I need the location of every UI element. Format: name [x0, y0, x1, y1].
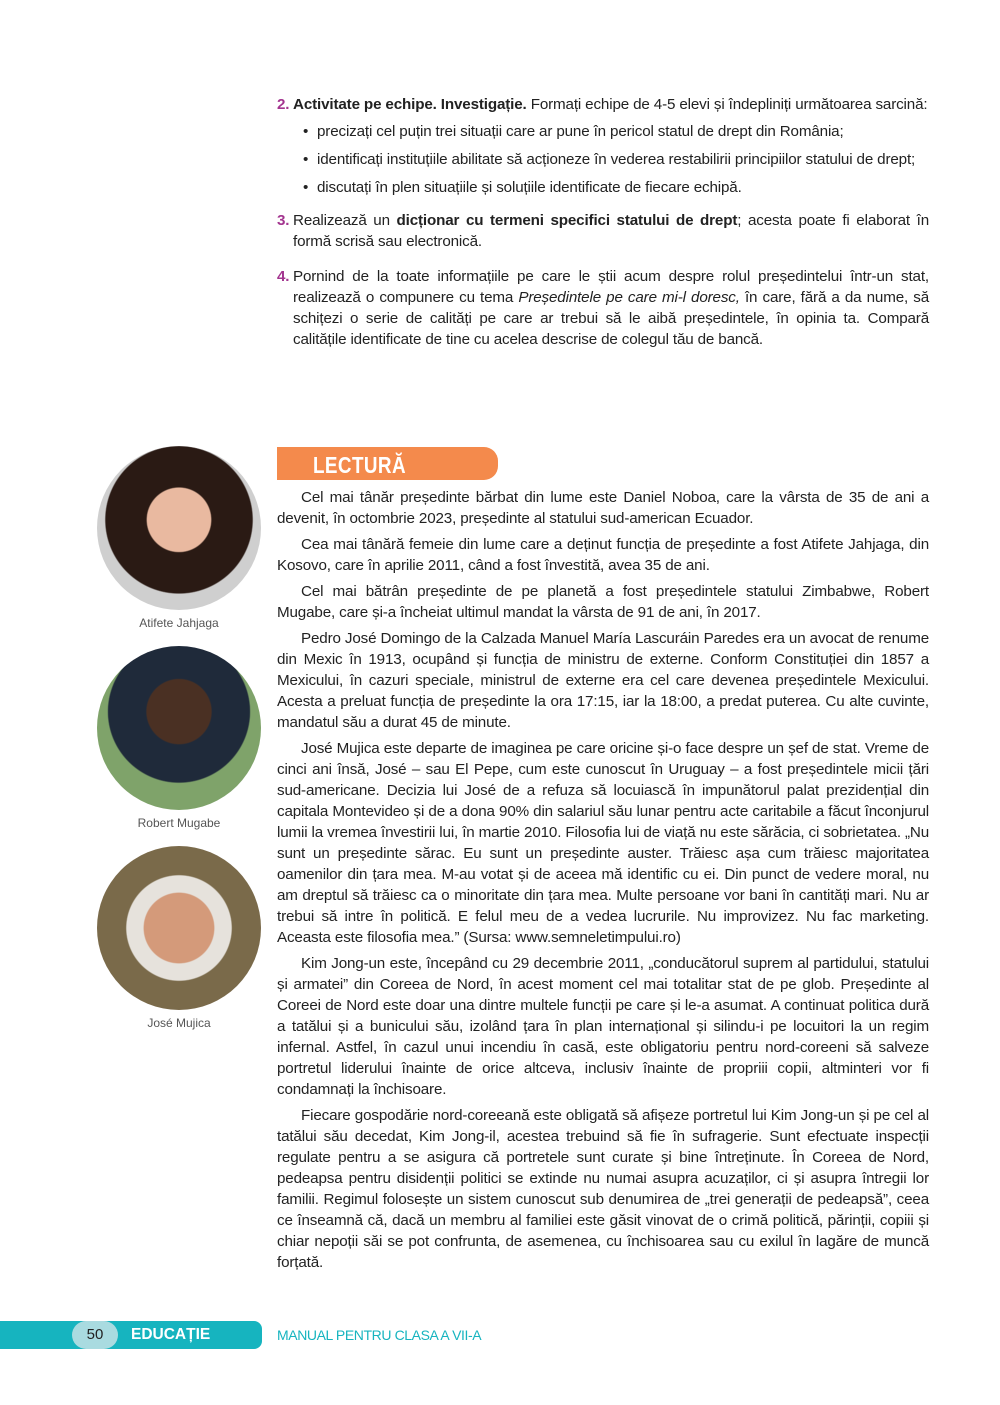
task-number: 3.	[277, 212, 290, 229]
footer-bar	[0, 1321, 262, 1371]
photo-jose-mujica	[97, 846, 261, 1010]
reading-banner	[277, 447, 498, 480]
task-text: Formați echipe de 4-5 elevi și îndepliniți următoarea sarcină:	[526, 96, 928, 113]
task-4	[277, 266, 929, 350]
photo-caption: Robert Mugabe	[137, 816, 221, 830]
reading-paragraph: Cel mai tânăr președinte bărbat din lume este Daniel Noboa, care la vârsta de 35 de ani a devenit, în octombrie 2023, președinte al statului sud-american Ecuador.	[277, 489, 929, 527]
reading-paragraph: José Mujica este departe de imaginea pe care oricine și-o face despre un șef de stat. Vreme de cinci ani însă, José – sau El Pepe, cum este cunoscut în Uruguay – a fost președintele micii țări sud-americane. Decizia lui José de a refuza să locuiască în impunătorul palat prezidențial din capitala Montevideo și de a dona 90% din salariul său lunar pentru acte caritabile a făcut înconjurul lumii la vremea învestirii lui, în martie 2010. Filosofia lui de viață nu este sărăcia, ci sobrietatea. „Nu sunt un președinte sărac. Eu sunt un președinte auster. Trăiesc așa cum trăiesc majoritatea oamenilor din țara mea. M-au votat și de aceea mă identific cu ei. Din punct de vedere moral, nu am dreptul să trăiesc ca o minoritate din țara mea. Multe persoane vor bani în cantități mari. Nu ar trebui să intre în politică. E felul meu de a vedea lucrurile. Nu improvizez. Nu fac marketing. Aceasta este filosofia mea.” (Sursa: www.semneletimpului.ro)	[277, 740, 929, 946]
task-number: 4.	[277, 268, 290, 285]
reading-title: LECTURĂ	[313, 452, 406, 478]
reading-paragraph: Cea mai tânără femeie din lume care a deținut funcția de președinte a fost Atifete Jahjaga, din Kosovo, care în aprilie 2011, când a fost învestită, avea 35 de ani.	[277, 536, 929, 574]
reading-paragraph: Pedro José Domingo de la Calzada Manuel María Lascuráin Paredes era un avocat de renume din Mexic în 1913, ocupând și funcția de ministru de externe. Conform Constituției din 1857 a Mexicului, în cazuri speciale, ministrul de externe era cel care devenea președintele Mexicului. Acesta a preluat funcția de președinte la ora 17:15, iar la 18:00, a predat puterea. Cu alte cuvinte, mandatul său a durat 45 de minute.	[277, 630, 929, 731]
bullet-item: • discutați în plen situațiile și soluțiile identificate de fiecare echipă.	[317, 177, 929, 198]
manual-title: MANUAL PENTRU CLASA A VII-A	[277, 1327, 482, 1343]
tasks-section	[277, 94, 929, 350]
photo-atifete-jahjaga	[97, 446, 261, 610]
subject-title: EDUCAȚIE SOCIALĂ	[131, 1326, 211, 1371]
photo-caption: Atifete Jahjaga	[139, 616, 219, 630]
task-text: ; acesta poate fi elaborat în formă scrisă sau electronică.	[293, 212, 929, 250]
photo-caption: José Mujica	[147, 1016, 211, 1030]
reading-text	[277, 487, 929, 1278]
bullet-item: • identificați instituțiile abilitate să acționeze în vederea restabilirii principiilor statului de drept;	[317, 149, 929, 170]
reading-paragraph: Kim Jong-un este, începând cu 29 decembrie 2011, „conducătorul suprem al partidului, statului și armatei” din Coreea de Nord, în acest moment cel mai totalitar stat de pe glob. Președinte al Coreei de Nord este doar una dintre multele funcții pe care și le-a asumat. A continuat politica dură a tatălui și a bunicului său, izolând țara în plan internațional și silindu-i pe locuitori la un regim infernal. Astfel, în cazul unui incendiu în casă, este obligatoriu pentru nord-coreeni să salveze portretul liderului înainte de orice altceva, inclusiv înainte de propriii copii, altminteri vor fi condamnați la închisoare.	[277, 955, 929, 1098]
task-bold: dicționar cu termeni specifici statului de drept	[396, 212, 738, 229]
task-2	[277, 94, 929, 198]
task-text: în care, fără a da nume, să schițezi o serie de calități pe care ar trebui să le aibă președintele, în opinia ta. Compară calitățile identificate de tine cu acelea descrise de colegul tău de bancă.	[293, 289, 929, 348]
task-text: Realizează un	[293, 212, 397, 229]
task-number: 2.	[277, 96, 290, 113]
task-italic: Președintele pe care mi-l doresc,	[518, 289, 740, 306]
reading-paragraph: Cel mai bătrân președinte de pe planetă a fost președintele statului Zimbabwe, Robert Mugabe, care și-a încheiat ultimul mandat la vârsta de 91 de ani, în 2017.	[277, 583, 929, 621]
task-3	[277, 210, 929, 252]
bullet-item: • precizați cel puțin trei situații care ar pune în pericol statul de drept din România;	[317, 121, 929, 142]
task-text: Pornind de la toate informațiile pe care le știi acum despre rolul președintelui într-un stat, realizează o compunere cu tema	[293, 268, 929, 306]
reading-paragraph: Fiecare gospodărie nord-coreeană este obligată să afișeze portretul lui Kim Jong-un și pe cel al tatălui său decedat, Kim Jong-il, acestea trebuind să fie în sufragerie. Sunt efectuate inspecții regulate pentru a se asigura că portretele sunt curate și bine întreținute. În Coreea de Nord, pedeapsa pentru disidenții politici se extinde nu numai asupra acuzaților, ci și asupra întregii lor familii. Regimul folosește un sistem cunoscut sub denumirea de „trei generații de pedeapsă”, ceea ce înseamnă că, dacă un membru al familiei este găsit vinovat de o crimă politică, părinții, copiii și chiar nepoții săi se pot confrunta, de asemenea, cu închisoarea sau cu exilul în lagăre de muncă forțată.	[277, 1107, 929, 1271]
task-title: Activitate pe echipe. Investigație.	[293, 96, 527, 113]
photo-robert-mugabe	[97, 646, 261, 810]
task-bullets	[293, 121, 929, 198]
page-number: 50	[72, 1321, 118, 1349]
